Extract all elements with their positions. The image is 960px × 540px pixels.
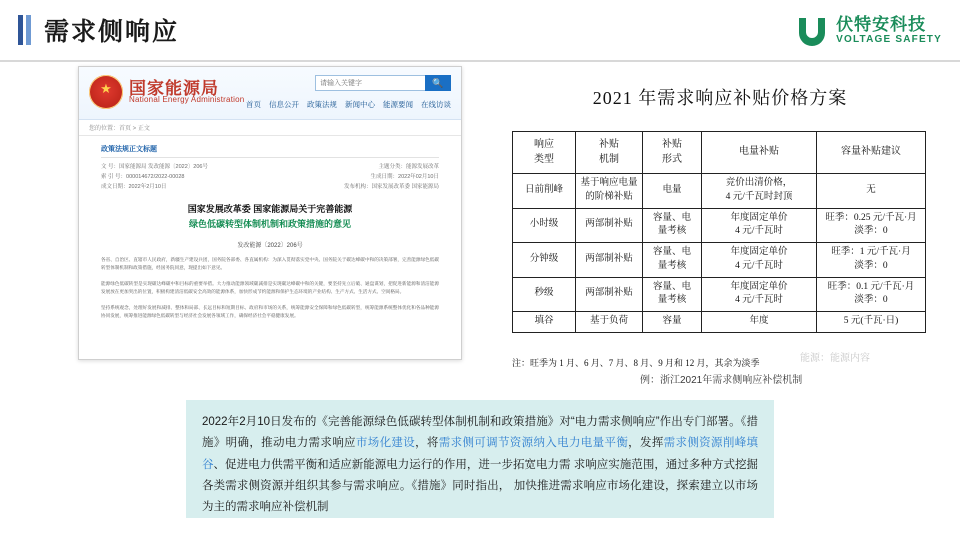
brand-logo	[795, 14, 942, 48]
search-icon[interactable]: 🔍	[425, 75, 451, 91]
table-header-row	[513, 132, 926, 174]
document-meta-row	[101, 172, 439, 180]
cell-form: 容量	[643, 312, 702, 333]
document-paragraph: 能源绿色低碳转型是实现碳达峰碳中和目标的重要举措。大力推动能源领域碳减排是实现碳达峰碳中和的关键，要坚持先立后破、通盘谋划，把促进新能源和清洁能源发展放在更加突出的位置，积极构建清洁低碳安全高效的能源体系，加快形成节约能源和保护生态环境的产业结构、生产方式、生活方式、空间格局。	[101, 280, 439, 295]
document-paragraph: 各省、自治区、直辖市人民政府，新疆生产建设兵团，国务院各部委、各直属机构：为深入贯彻落实党中央、国务院关于碳达峰碳中和的决策部署，完善能源绿色低碳转型体制机制和政策措施，经国务院同意，现提出如下意见。	[101, 256, 439, 271]
document-meta-row	[101, 162, 439, 170]
page-title: 需求侧响应	[44, 18, 180, 46]
cell-type: 日前削峰	[513, 174, 576, 209]
header-divider	[0, 60, 960, 62]
cell-form: 容量、电 量考核	[643, 243, 702, 278]
nea-document-body	[79, 136, 461, 360]
title-accent-bars	[18, 15, 31, 45]
voltage-safety-logo-icon	[795, 14, 829, 48]
cell-type: 小时级	[513, 208, 576, 243]
logo-name-zh: 伏特安科技	[836, 15, 927, 35]
cell-mechanism: 基于负荷	[576, 312, 643, 333]
summary-callout	[186, 400, 774, 518]
document-meta-row	[101, 182, 439, 190]
cell-energy-subsidy: 年度	[702, 312, 817, 333]
meta-left-1: 文 号：国家能源局 发改能源〔2022〕206号	[101, 164, 208, 170]
table-row	[513, 312, 926, 333]
callout-highlight: 市场化建设	[355, 437, 416, 450]
callout-highlight: 需求侧可调节资源纳入电力电量平衡	[438, 437, 629, 450]
cell-capacity-subsidy: 无	[817, 174, 926, 209]
cell-form: 容量、电 量考核	[643, 277, 702, 312]
meta-left-3: 成文日期：2022年2月10日	[101, 184, 167, 190]
cell-capacity-subsidy: 5 元(千瓦·日)	[817, 312, 926, 333]
logo-name-en: VOLTAGE SAFETY	[836, 33, 942, 45]
price-table	[512, 131, 926, 333]
meta-left-2: 索 引 号：000014672/2022-00028	[101, 174, 185, 180]
cell-energy-subsidy: 年度固定单价 4 元/千瓦时	[702, 208, 817, 243]
callout-segment: 、促进电力供需平衡和适应新能源电力运行的作用，进一步拓宽电力需 求响应实施范围，通过多种方式挖掘各类需求侧资源并组织其参与需求响应。《措施》同时指出， 加快推进需求响应市场化建设，探索建立以市场为主的需求响应补偿机制	[202, 458, 759, 514]
column-header-form: 补贴 形式	[643, 132, 702, 174]
watermark-text: 能源：能源内容	[800, 353, 870, 364]
site-search[interactable]	[315, 75, 451, 91]
page-header	[0, 0, 960, 62]
callout-segment: 2022年2月10日发布的《完善能源绿色低碳转型体制机制和政策措施》对“电力需求侧响应”作出专门部署。《措施》明确，推动电力需求响应	[202, 416, 758, 450]
price-table-title: 2021 年需求响应补贴价格方案	[592, 88, 848, 108]
search-input[interactable]	[315, 75, 425, 91]
nea-site-name-en: National Energy Administration	[129, 95, 245, 104]
cell-type: 秒级	[513, 277, 576, 312]
document-paragraph: 坚持系统观念，处理好发展和减排、整体和局部、长远目标和短期目标、政府和市场的关系，统筹能源安全保障和绿色低碳转型，统筹能源系统整体优化和各品种能源协同发展，统筹推进能源绿色低碳转型与经济社会发展各领域工作，确保经济社会平稳健康发展。	[101, 304, 439, 319]
document-section-title: 政策法规正文标题	[101, 144, 439, 158]
table-row	[513, 277, 926, 312]
cell-mechanism: 两部制补贴	[576, 243, 643, 278]
callout-text	[202, 412, 758, 518]
headline-line-2: 绿色低碳转型体制机制和政策措施的意见	[188, 219, 351, 230]
cell-type: 分钟级	[513, 243, 576, 278]
nea-site-name-zh: 国家能源局	[129, 79, 219, 98]
meta-right-1: 主题分类：能源发展改革	[378, 164, 439, 170]
breadcrumb: 您的位置：首页 > 正文	[79, 120, 461, 136]
cell-mechanism: 两部制补贴	[576, 208, 643, 243]
price-table-body	[513, 174, 926, 333]
cell-type: 填谷	[513, 312, 576, 333]
column-header-capacity-subsidy: 容量补贴建议	[817, 132, 926, 174]
price-table-note: 注：旺季为 1 月、6 月、7 月、8 月、9 月和 12 月，其余为淡季	[512, 358, 760, 368]
document-headline	[101, 202, 439, 233]
site-nav[interactable]	[246, 99, 451, 110]
sidebar-item-energy-news[interactable]: 能源要闻	[383, 100, 413, 109]
document-number: 发改能源〔2022〕206号	[237, 242, 303, 249]
cell-capacity-subsidy: 旺季：0.1 元/千瓦·月 淡季：0	[817, 277, 926, 312]
table-row	[513, 208, 926, 243]
table-row	[513, 174, 926, 209]
callout-segment: ，发挥	[628, 437, 664, 450]
nea-website-screenshot	[78, 66, 462, 360]
cell-form: 电量	[643, 174, 702, 209]
meta-right-2: 生成日期：2022年02月10日	[370, 174, 439, 180]
sidebar-item-info[interactable]: 信息公开	[269, 100, 299, 109]
cell-mechanism: 基于响应电量 的阶梯补贴	[576, 174, 643, 209]
meta-right-3: 发布机构：国家发展改革委 国家能源局	[343, 184, 439, 190]
callout-highlight: 需求侧资源削峰填谷	[202, 437, 759, 471]
cell-form: 容量、电 量考核	[643, 208, 702, 243]
cell-capacity-subsidy: 旺季：1 元/千瓦·月 淡季：0	[817, 243, 926, 278]
cell-energy-subsidy: 年度固定单价 4 元/千瓦时	[702, 277, 817, 312]
sidebar-item-online[interactable]: 在线访谈	[421, 100, 451, 109]
cell-mechanism: 两部制补贴	[576, 277, 643, 312]
table-row	[513, 243, 926, 278]
column-header-mechanism: 补贴 机制	[576, 132, 643, 174]
cell-energy-subsidy: 竞价出清价格， 4 元/千瓦时封顶	[702, 174, 817, 209]
national-emblem-icon	[89, 75, 123, 109]
callout-segment: ，将	[415, 437, 439, 450]
cell-capacity-subsidy: 旺季：0.25 元/千瓦·月 淡季：0	[817, 208, 926, 243]
nea-site-header	[79, 67, 461, 120]
price-table-source: 例：浙江2021年需求侧响应补偿机制	[640, 375, 803, 386]
sidebar-item-home[interactable]: 首页	[246, 100, 261, 109]
column-header-energy-subsidy: 电量补贴	[702, 132, 817, 174]
column-header-response-type: 响应 类型	[513, 132, 576, 174]
sidebar-item-news[interactable]: 新闻中心	[345, 100, 375, 109]
sidebar-item-policy[interactable]: 政策法规	[307, 100, 337, 109]
cell-energy-subsidy: 年度固定单价 4 元/千瓦时	[702, 243, 817, 278]
headline-line-1: 国家发展改革委 国家能源局关于完善能源	[187, 204, 353, 214]
